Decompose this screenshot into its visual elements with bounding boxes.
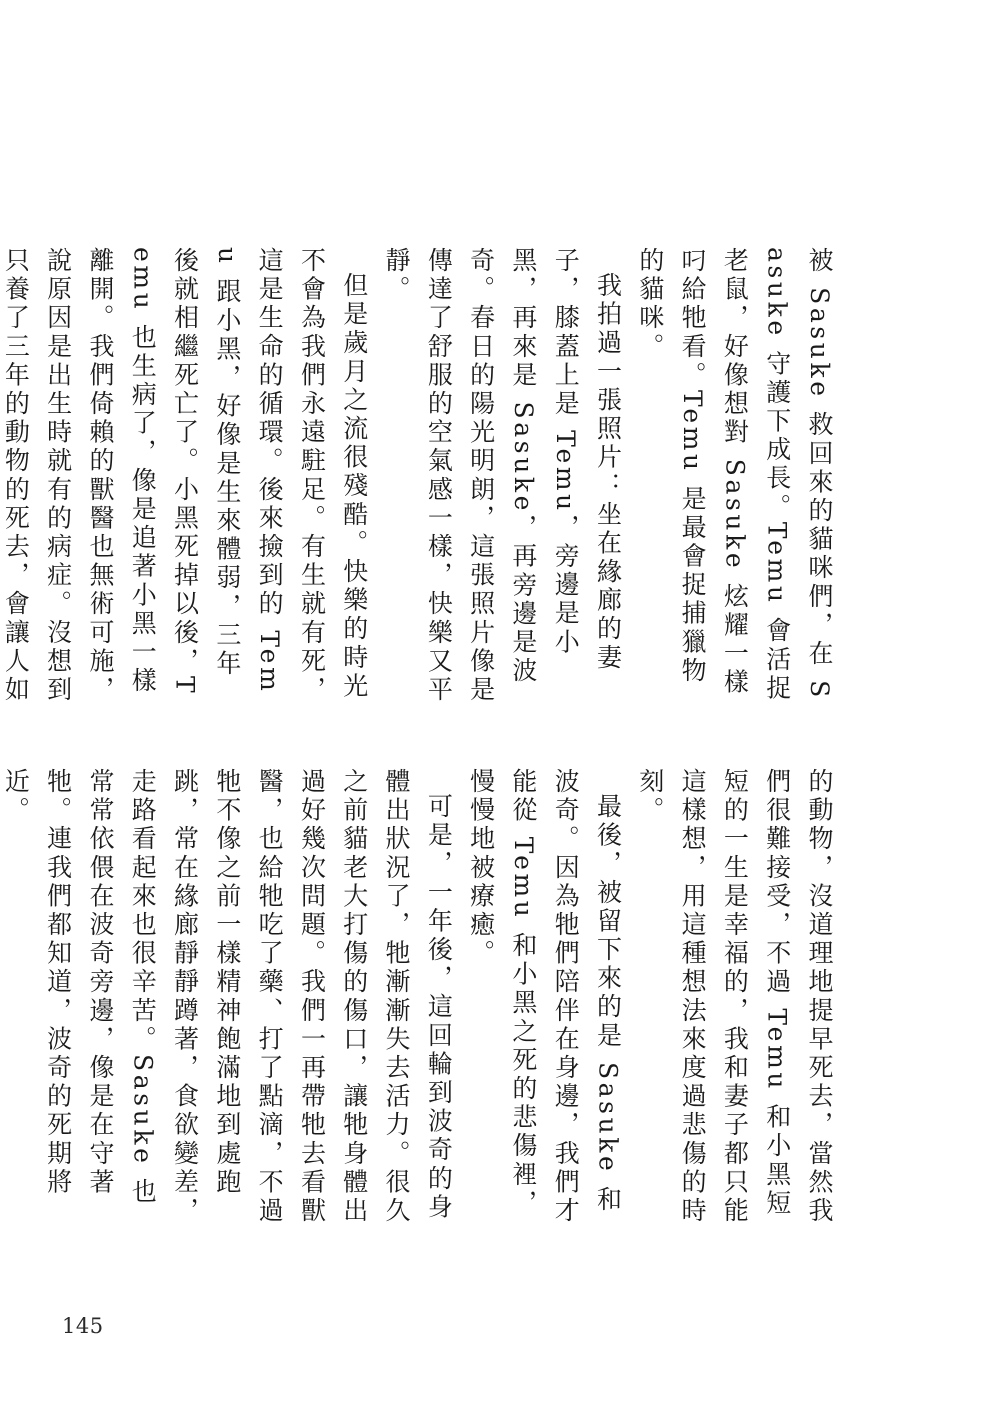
paragraph: 最後，被留下來的是 Sasuke 和波奇。因為牠們陪伴在身邊，我們才能從 Temu 和小黑之死的悲傷裡，慢慢地被療癒。 bbox=[466, 768, 623, 1226]
page-number: 145 bbox=[62, 1314, 104, 1338]
lower-text-block bbox=[1, 768, 840, 1228]
paragraph: 我拍過一張照片：坐在緣廊的妻子，膝蓋上是 Temu，旁邊是小黑，再來是 Sasuke，再旁邊是波奇。春日的陽光明朗，這張照片像是傳達了舒服的空氣感一樣，快樂又平靜。 bbox=[382, 247, 623, 705]
paragraph: 的動物，沒道理地提早死去，當然我們很難接受，不過 Temu 和小黑短短的一生是幸福的，我和妻子都只能這樣想，用這種想法來度過悲傷的時刻。 bbox=[635, 768, 834, 1226]
paragraph: 但是歲月之流很殘酷。快樂的時光不會為我們永遠駐足。有生就有死，這是生命的循環。後來撿到的 Temu 跟小黑，好像是生來體弱，三年後就相繼死亡了。小黑死掉以後，Temu 也生病了，像是追著小黑一樣離開。我們倚賴的獸醫也無術可施，說原因是出生時就有的病症。沒想到只養了三年的動物的死去，會讓人如 bbox=[1, 247, 369, 705]
paragraph: 可是，一年後，這回輪到波奇的身體出狀況了，牠漸漸失去活力。很久之前貓老大打傷的傷口，讓牠身體出過好幾次問題。我們一再帶牠去看獸醫，也給牠吃了藥、打了點滴，不過牠不像之前一樣精神飽滿地到處跑跳，常在緣廊靜靜蹲著，食欲變差，走路看起來也很辛苦。Sasuke 也常常依偎在波奇旁邊，像是在守著牠。連我們都知道，波奇的死期將近。 bbox=[1, 768, 454, 1226]
paragraph: 被 Sasuke 救回來的貓咪們，在 Sasuke 守護下成長。Temu 會活捉老鼠，好像想對 Sasuke 炫耀一樣叼給牠看。Temu 是最會捉捕獵物的貓咪。 bbox=[635, 247, 834, 704]
upper-text-block bbox=[1, 247, 840, 707]
